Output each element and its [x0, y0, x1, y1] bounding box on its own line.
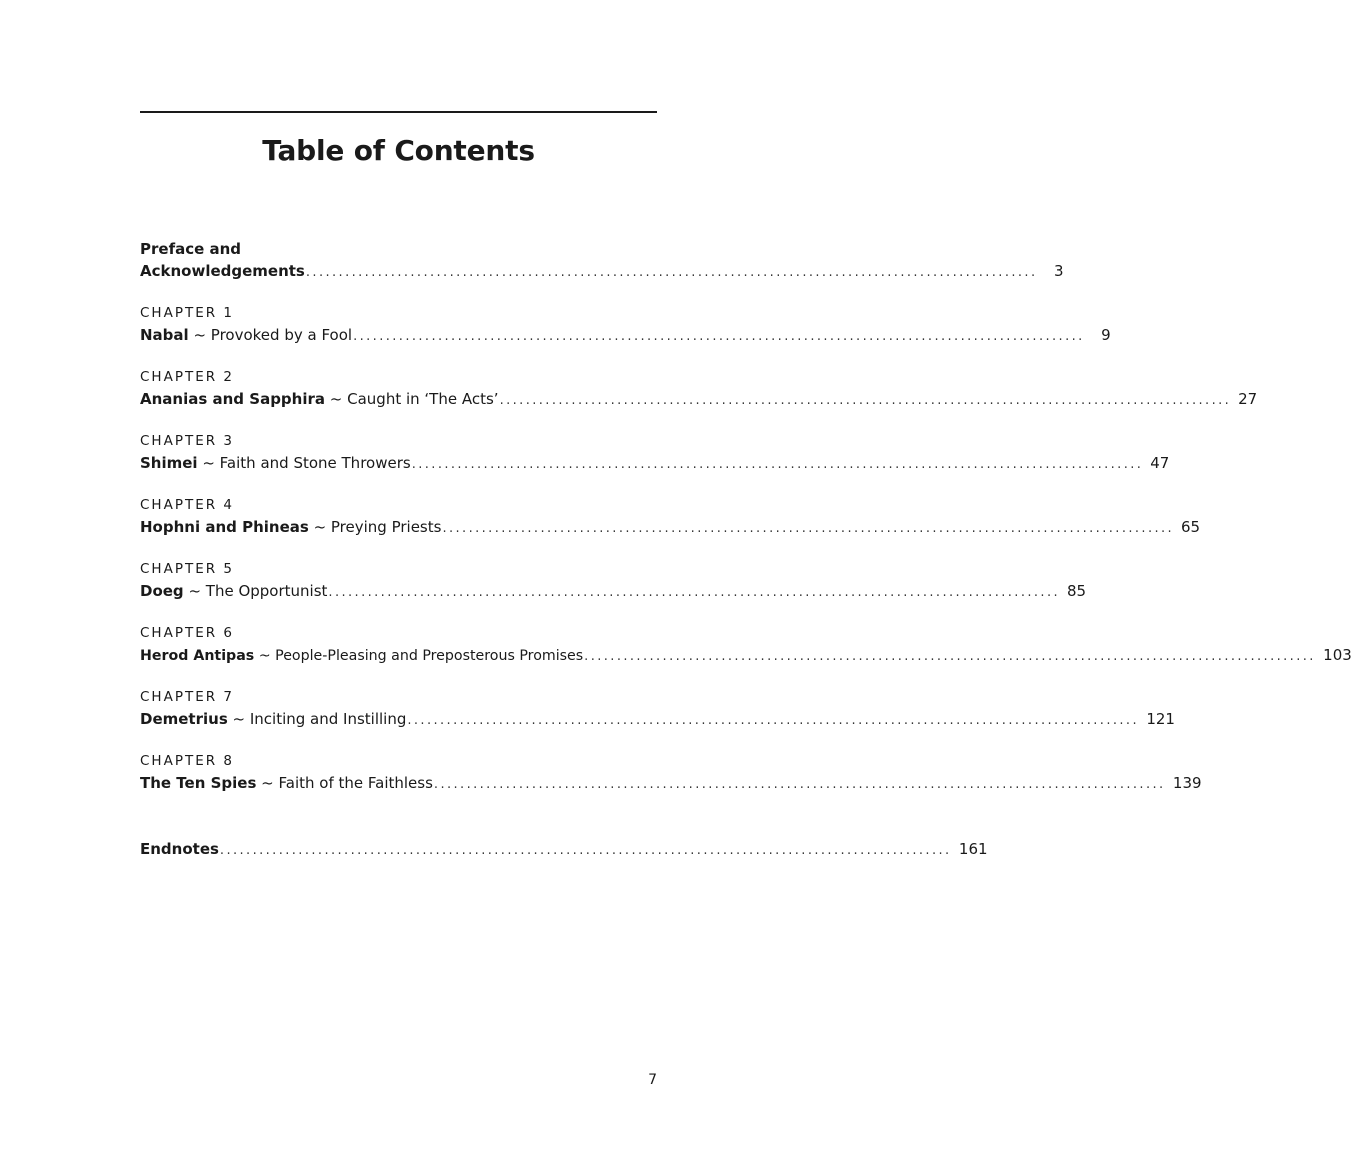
toc-entry-subtitle: ~ Caught in ‘The Acts’ [325, 390, 499, 408]
toc-entry-name: Doeg [140, 582, 184, 600]
toc-entry-line [140, 516, 1201, 538]
chapter-label: CHAPTER 4 [140, 497, 234, 513]
dot-leader: ................................................................................................................ [219, 843, 952, 858]
chapter-label: CHAPTER 6 [140, 625, 234, 641]
toc-entry-preface[interactable] [140, 238, 1064, 282]
toc-page-number: 85 [1066, 582, 1087, 600]
toc-page-number: 121 [1146, 710, 1175, 728]
toc-entry-line [140, 838, 988, 860]
toc-entry-line [140, 260, 1064, 282]
toc-entry-chapter-3[interactable] [140, 430, 1170, 474]
chapter-label: CHAPTER 2 [140, 369, 234, 385]
toc-entry-line [140, 388, 1258, 410]
dot-leader: ................................................................................................................ [305, 265, 1038, 280]
toc-entry-line [140, 452, 1170, 474]
dot-leader: ................................................................................................................ [328, 585, 1061, 600]
dot-leader: ................................................................................................................ [584, 649, 1316, 664]
toc-entry-chapter-1[interactable] [140, 302, 1111, 346]
toc-entry-subtitle: ~ Faith and Stone Throwers [197, 454, 411, 472]
toc-entry-line [140, 644, 1352, 666]
toc-entry-line [140, 708, 1175, 730]
toc-page-number: 47 [1150, 454, 1170, 472]
toc-entry-line [140, 324, 1111, 346]
toc-entry-chapter-8[interactable] [140, 750, 1202, 794]
toc-page-number: 9 [1101, 326, 1111, 344]
top-rule [140, 111, 657, 113]
toc-entry-subtitle: ~ Inciting and Instilling [227, 710, 407, 728]
toc-page-number: 161 [958, 840, 988, 858]
toc-page-number: 139 [1172, 774, 1202, 792]
chapter-label: CHAPTER 7 [140, 689, 234, 705]
dot-leader: ................................................................................................................ [407, 713, 1139, 728]
page-number: 7 [648, 1072, 657, 1088]
toc-entry-name: Ananias and Sapphira [140, 390, 326, 408]
toc-entry-chapter-4[interactable] [140, 494, 1201, 538]
toc-entry-line [140, 238, 657, 260]
toc-entry-name: Hophni and Phineas [140, 518, 309, 536]
dot-leader: ................................................................................................................ [433, 777, 1166, 792]
toc-page-number: 27 [1238, 390, 1258, 408]
toc-page-number: 103 [1323, 646, 1352, 664]
dot-leader: ................................................................................................................ [499, 393, 1232, 408]
toc-entry-subtitle: ~ The Opportunist [183, 582, 328, 600]
toc-entry-chapter-7[interactable] [140, 686, 1175, 730]
toc-entry-name: Shimei [140, 454, 198, 472]
chapter-label: CHAPTER 1 [140, 305, 234, 321]
toc-entry-chapter-5[interactable] [140, 558, 1087, 602]
toc-entry-name: Nabal [140, 326, 189, 344]
toc-page-number: 3 [1053, 262, 1064, 280]
toc-entry-subtitle: ~ Provoked by a Fool [188, 326, 353, 344]
toc-entry-endnotes[interactable] [140, 838, 988, 860]
toc-entry-chapter-6[interactable] [140, 622, 1352, 666]
toc-entry-subtitle: ~ Preying Priests [308, 518, 442, 536]
dot-leader: ................................................................................................................ [442, 521, 1175, 536]
toc-page-number: 65 [1180, 518, 1201, 536]
toc-entry-title: Acknowledgements [140, 262, 305, 280]
toc-entry-chapter-2[interactable] [140, 366, 1258, 410]
toc-entry-subtitle: ~ People-Pleasing and Preposterous Promises [254, 648, 584, 664]
page-title: Table of Contents [262, 134, 535, 167]
toc-entry-title: Endnotes [140, 840, 219, 858]
chapter-label: CHAPTER 8 [140, 753, 234, 769]
toc-entry-line [140, 580, 1087, 602]
toc-entry-title-line1: Preface and [140, 240, 242, 258]
toc-entry-name: The Ten Spies [140, 774, 257, 792]
toc-entry-line [140, 772, 1202, 794]
toc-entry-name: Herod Antipas [140, 648, 255, 664]
dot-leader: ................................................................................................................ [411, 457, 1144, 472]
chapter-label: CHAPTER 3 [140, 433, 234, 449]
dot-leader: ................................................................................................................ [353, 329, 1085, 344]
chapter-label: CHAPTER 5 [140, 561, 234, 577]
toc-entry-subtitle: ~ Faith of the Faithless [256, 774, 433, 792]
toc-entry-name: Demetrius [140, 710, 228, 728]
